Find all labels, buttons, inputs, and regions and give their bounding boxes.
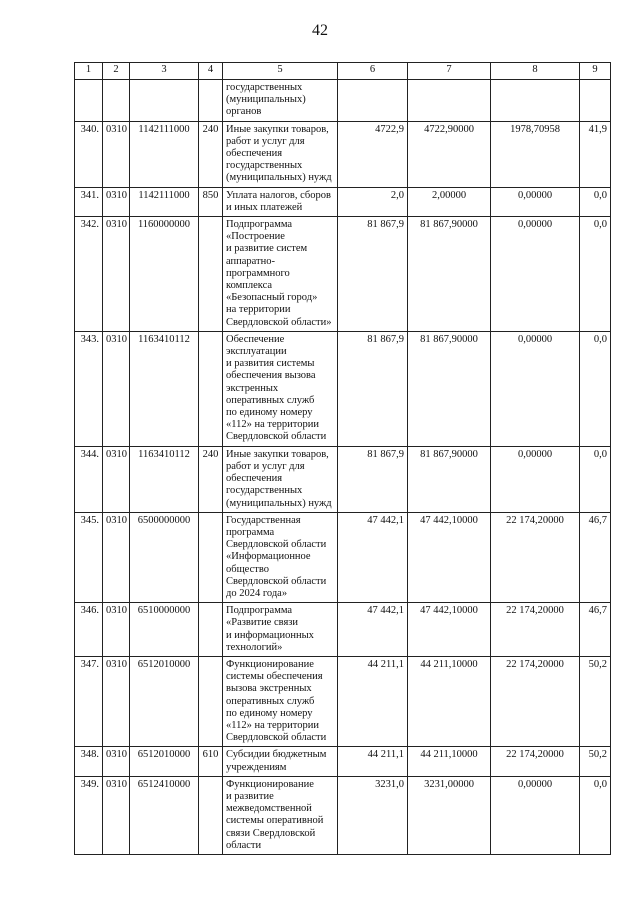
item-name-cell [223,603,338,657]
item-name-line: на территории [226,304,291,316]
col-header: 8 [491,63,580,80]
item-name-line: и развития системы [226,358,315,370]
col-header: 3 [130,63,199,80]
item-name-cell [223,80,338,122]
table-row [75,747,611,776]
item-name-line: системы обеспечения [226,671,323,683]
table-row [75,217,611,332]
execution-percent-cell: 0,0 [580,217,611,332]
table-row [75,331,611,446]
execution-percent-cell: 0,0 [580,331,611,446]
target-article-cell: 1163410112 [130,446,199,512]
execution-percent-cell: 41,9 [580,121,611,187]
planned-amount-cell: 2,0 [338,187,408,216]
table-row [75,80,611,122]
expense-type-cell: 850 [199,187,223,216]
execution-percent-cell: 50,2 [580,747,611,776]
item-name-line: Функционирование [226,658,314,670]
approved-amount-cell [408,80,491,122]
item-name-line: Свердловской области [226,539,327,551]
item-name-line: эксплуатации [226,346,287,358]
item-name-cell [223,776,338,854]
table-row [75,446,611,512]
planned-amount-cell: 81 867,9 [338,446,408,512]
col-header: 1 [75,63,103,80]
executed-amount-cell: 0,00000 [491,217,580,332]
target-article-cell: 6512410000 [130,776,199,854]
expense-type-cell [199,217,223,332]
expense-type-cell [199,80,223,122]
expense-type-cell: 240 [199,446,223,512]
item-name-line: Обеспечение [226,333,285,345]
section-code-cell [103,80,130,122]
item-name-cell [223,656,338,746]
section-code-cell: 0310 [103,121,130,187]
item-name-line: Подпрограмма [226,605,293,617]
execution-percent-cell: 50,2 [580,656,611,746]
item-name-line: органов [226,106,262,118]
item-name-line: Свердловской области [226,431,327,443]
item-name-cell [223,187,338,216]
executed-amount-cell [491,80,580,122]
expense-type-cell [199,776,223,854]
approved-amount-cell: 47 442,10000 [408,603,491,657]
table-row [75,603,611,657]
item-name-line: связи Свердловской [226,827,316,839]
expense-type-cell [199,331,223,446]
item-name-line: «Построение [226,231,285,243]
executed-amount-cell: 0,00000 [491,331,580,446]
item-name-line: (муниципальных) нужд [226,172,332,184]
item-name-line: и иных платежей [226,201,303,213]
planned-amount-cell: 81 867,9 [338,331,408,446]
execution-percent-cell [580,80,611,122]
target-article-cell: 6500000000 [130,512,199,602]
col-header: 9 [580,63,611,80]
item-name-line: и развитие систем [226,243,308,255]
approved-amount-cell: 47 442,10000 [408,512,491,602]
execution-percent-cell: 46,7 [580,512,611,602]
row-number-cell: 345. [75,512,103,602]
approved-amount-cell: 4722,90000 [408,121,491,187]
expense-type-cell: 240 [199,121,223,187]
item-name-line: программа [226,526,275,538]
execution-percent-cell: 0,0 [580,187,611,216]
target-article-cell: 1163410112 [130,331,199,446]
item-name-line: Подпрограмма [226,219,293,231]
execution-percent-cell: 0,0 [580,776,611,854]
section-code-cell: 0310 [103,747,130,776]
expense-type-cell [199,512,223,602]
item-name-line: «Информационное [226,551,311,563]
item-name-line: по единому номеру [226,707,313,719]
item-name-line: Субсидии бюджетным [226,749,327,761]
item-name-cell [223,217,338,332]
executed-amount-cell: 22 174,20000 [491,747,580,776]
planned-amount-cell [338,80,408,122]
item-name-cell [223,121,338,187]
item-name-cell [223,747,338,776]
item-name-line: учреждениям [226,761,287,773]
item-name-line: аппаратно- [226,255,276,267]
section-code-cell: 0310 [103,656,130,746]
row-number-cell: 347. [75,656,103,746]
budget-table [74,62,611,855]
approved-amount-cell: 44 211,10000 [408,747,491,776]
executed-amount-cell: 0,00000 [491,446,580,512]
item-name-line: оперативных служб [226,695,315,707]
item-name-line: межведомственной [226,803,312,815]
executed-amount-cell: 22 174,20000 [491,603,580,657]
target-article-cell: 6512010000 [130,747,199,776]
approved-amount-cell: 81 867,90000 [408,217,491,332]
item-name-line: до 2024 года» [226,587,288,599]
item-name-line: «Безопасный город» [226,292,318,304]
item-name-line: вызова экстренных [226,683,312,695]
item-name-line: государственных [226,485,303,497]
executed-amount-cell: 1978,70958 [491,121,580,187]
item-name-line: государственных [226,82,303,93]
approved-amount-cell: 81 867,90000 [408,331,491,446]
item-name-line: «Развитие связи [226,617,299,629]
target-article-cell: 1142111000 [130,187,199,216]
item-name-line: «112» на территории [226,419,319,431]
row-number-cell: 341. [75,187,103,216]
row-number-cell: 340. [75,121,103,187]
row-number-cell: 342. [75,217,103,332]
planned-amount-cell: 3231,0 [338,776,408,854]
table-row [75,776,611,854]
row-number-cell: 343. [75,331,103,446]
item-name-line: работ и услуг для [226,460,305,472]
planned-amount-cell: 4722,9 [338,121,408,187]
approved-amount-cell: 2,00000 [408,187,491,216]
item-name-line: экстренных [226,382,279,394]
expense-type-cell [199,603,223,657]
item-name-cell [223,331,338,446]
item-name-line: обеспечения [226,473,283,485]
item-name-line: (муниципальных) нужд [226,497,332,509]
item-name-line: и информационных [226,629,314,641]
item-name-line: и развитие [226,790,274,802]
row-number-cell: 349. [75,776,103,854]
target-article-cell: 1142111000 [130,121,199,187]
section-code-cell: 0310 [103,217,130,332]
item-name-line: области [226,839,262,851]
section-code-cell: 0310 [103,446,130,512]
row-number-cell: 346. [75,603,103,657]
item-name-line: «112» на территории [226,719,319,731]
planned-amount-cell: 47 442,1 [338,512,408,602]
item-name-line: технологий» [226,641,283,653]
executed-amount-cell: 22 174,20000 [491,512,580,602]
executed-amount-cell: 0,00000 [491,187,580,216]
row-number-cell: 348. [75,747,103,776]
planned-amount-cell: 81 867,9 [338,217,408,332]
item-name-line: оперативных служб [226,394,315,406]
target-article-cell: 6510000000 [130,603,199,657]
section-code-cell: 0310 [103,603,130,657]
item-name-line: Иные закупки товаров, [226,448,329,460]
item-name-line: обеспечения [226,148,283,160]
executed-amount-cell: 0,00000 [491,776,580,854]
table-row [75,512,611,602]
executed-amount-cell: 22 174,20000 [491,656,580,746]
item-name-line: Иные закупки товаров, [226,123,329,135]
col-header: 2 [103,63,130,80]
item-name-cell [223,446,338,512]
row-number-cell [75,80,103,122]
item-name-line: комплекса [226,280,273,292]
row-number-cell: 344. [75,446,103,512]
item-name-line: программного [226,267,290,279]
table-row [75,121,611,187]
section-code-cell: 0310 [103,331,130,446]
item-name-line: обеспечения вызова [226,370,316,382]
section-code-cell: 0310 [103,187,130,216]
item-name-line: Государственная [226,514,301,526]
item-name-line: работ и услуг для [226,135,305,147]
header-row [75,63,611,80]
col-header: 5 [223,63,338,80]
table-row [75,656,611,746]
planned-amount-cell: 47 442,1 [338,603,408,657]
section-code-cell: 0310 [103,776,130,854]
col-header: 7 [408,63,491,80]
item-name-cell [223,512,338,602]
item-name-line: системы оперативной [226,815,324,827]
approved-amount-cell: 44 211,10000 [408,656,491,746]
col-header: 6 [338,63,408,80]
target-article-cell [130,80,199,122]
planned-amount-cell: 44 211,1 [338,747,408,776]
page-number: 42 [312,22,328,39]
item-name-line: Уплата налогов, сборов [226,189,331,201]
expense-type-cell: 610 [199,747,223,776]
expense-type-cell [199,656,223,746]
planned-amount-cell: 44 211,1 [338,656,408,746]
table-row [75,187,611,216]
item-name-line: Свердловской области [226,732,327,744]
execution-percent-cell: 46,7 [580,603,611,657]
item-name-line: общество [226,563,269,575]
approved-amount-cell: 3231,00000 [408,776,491,854]
section-code-cell: 0310 [103,512,130,602]
item-name-line: Свердловской области» [226,316,332,328]
item-name-line: государственных [226,160,303,172]
item-name-line: (муниципальных) [226,94,306,106]
item-name-line: Свердловской области [226,575,327,587]
target-article-cell: 6512010000 [130,656,199,746]
execution-percent-cell: 0,0 [580,446,611,512]
approved-amount-cell: 81 867,90000 [408,446,491,512]
item-name-line: по единому номеру [226,407,313,419]
item-name-line: Функционирование [226,778,314,790]
target-article-cell: 1160000000 [130,217,199,332]
col-header: 4 [199,63,223,80]
